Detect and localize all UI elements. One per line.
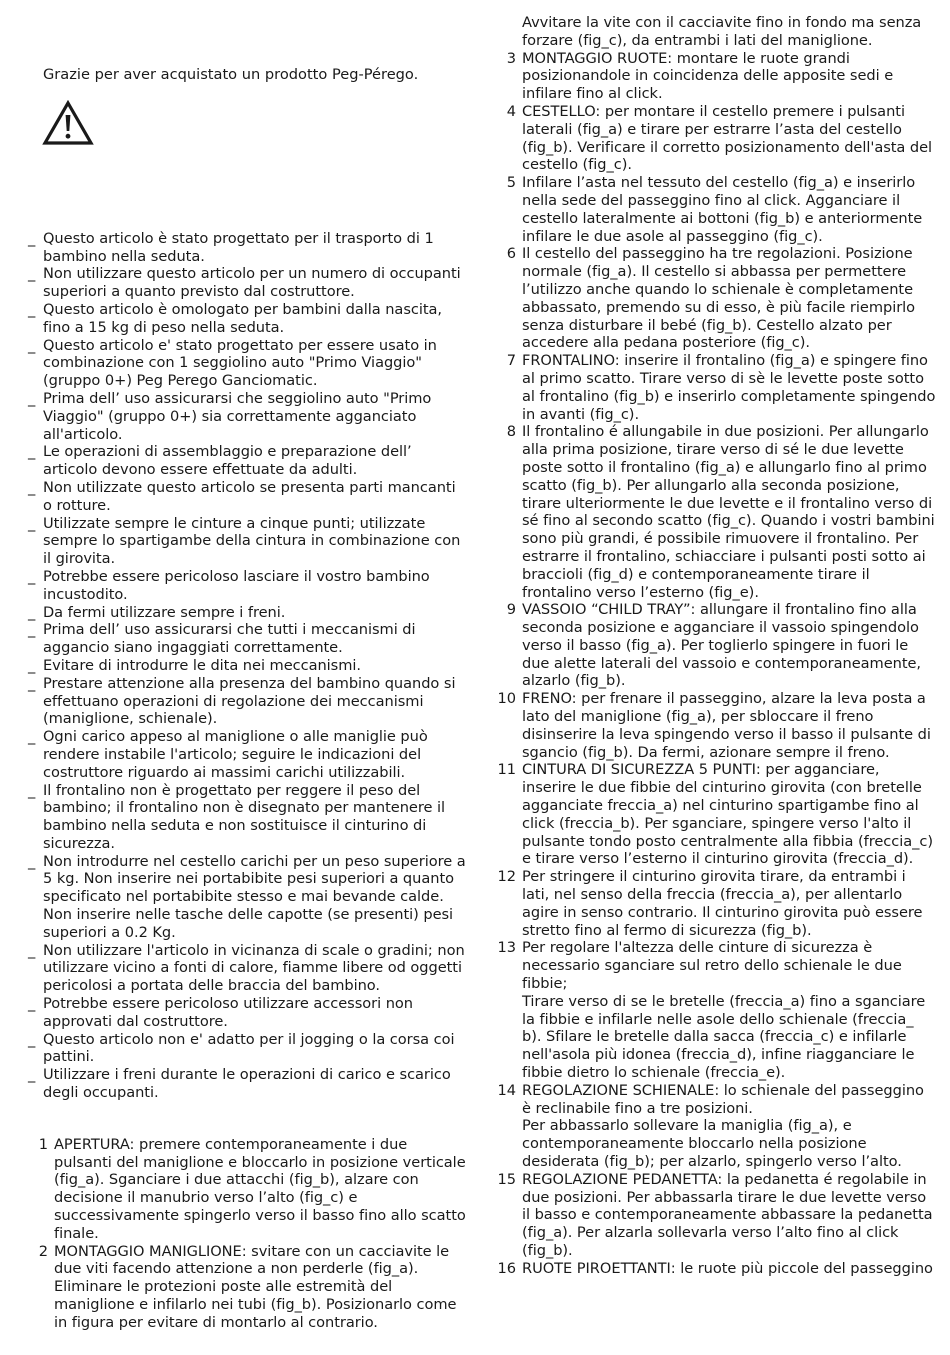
step-item: 13 Per regolare l'altezza delle cinture di sicurezza è necessario sganciare sul retro dello schienale le due fibbie; Tirare verso di se le bretelle (freccia_a) fino a sganciare la fibbie e infilarle nelle asole dello schienale (freccia_ b). Sfilare le bretelle dalla sacca (freccia_c) e infilarle nell'asola più idonea (freccia_d), infine riagganciare le fibbie dietro lo schienale (freccia_e). [497,939,926,1082]
step-item: 11 CINTURA DI SICUREZZA 5 PUNTI: per agganciare, inserire le due fibbie del cinturino girovita (con bretelle agganciate freccia_a) nel cinturino spartigambe fino al click (freccia_b). Per sganciare, spingere verso l'alto il pulsante tondo posto centralmente alla fibbia (freccia_c) e tirare verso l’esterno il cinturino girovita (freccia_d). [497,761,933,868]
warning-item: _ Prestare attenzione alla presenza del bambino quando si effettuano operazioni di regolazione dei meccanismi (maniglione, schienale). [28,674,456,728]
steps-list-left [28,1136,468,1332]
warning-item: _ Ogni carico appeso al maniglione o alle maniglie può rendere instabile l'articolo; seguire le indicazioni del costruttore riguardo ai massimi carichi utilizzabili. [28,728,428,781]
warning-item: _ Prima dell’ uso assicurarsi che tutti i meccanismi di aggancio siano ingaggiati correttamente. [28,621,416,657]
warning-item: _ Questo articolo è omologato per bambini dalla nascita, fino a 15 kg di peso nella seduta. [28,300,443,336]
step-item: 1 APERTURA: premere contemporaneamente i due pulsanti del maniglione e bloccarlo in posizione verticale (fig_a). Sganciare i due attacchi (fig_b), alzare con decisione il manubrio verso l’alto (fig_c) e successivamente spingerlo verso il basso fino allo scatto finale. [38,1135,466,1242]
warning-item: _ Prima dell’ uso assicurarsi che seggiolino auto "Primo Viaggio" (gruppo 0+) sia correttamente agganciato all'articolo. [28,389,432,443]
step-item: 8 Il frontalino é allungabile in due posizioni. Per allungarlo alla prima posizione, tirare verso di sé le due levette poste sotto il frontalino (fig_a) e allungarlo fino al primo scatto (fig_b). Per allungarlo alla seconda posizione, tirare ulteriormente le due levette e il frontalino verso di sé fino al secondo scatto (fig_c). Quando i vostri bambini sono più grandi, é possibile rimuovere il frontalino. Per estrarre il frontalino, schiacciare i pulsanti posti sotto ai braccioli (fig_d) e contemporaneamente tirare il frontalino verso l’esterno (fig_e). [506,423,935,601]
warning-item: _ Questo articolo e' stato progettato per essere usato in combinazione con 1 seggiolino auto "Primo Viaggio" (gruppo 0+) Peg Perego Ganciomatic. [28,336,437,390]
step-item: 16 RUOTE PIROETTANTI: le ruote più piccole del passeggino [497,1259,933,1277]
step-item: 3 MONTAGGIO RUOTE: montare le ruote grandi posizionandole in coincidenza delle apposite sedi e infilare fino al click. [506,49,894,103]
warning-item: _ Questo articolo non e' adatto per il jogging o la corsa coi pattini. [28,1030,455,1066]
warning-item: _ Non utilizzare l'articolo in vicinanza di scale o gradini; non utilizzare vicino a fonti di calore, fiamme libere od oggetti pericolosi a portata delle braccia del bambino. [28,941,465,995]
warning-item: _ Non introdurre nel cestello carichi per un peso superiore a 5 kg. Non inserire nei portabibite pesi superiori a quanto specificato nel portabibite stesso e mai bevande calde. Non inserire nelle tasche delle capotte (se presenti) pesi superiori a 0.2 Kg. [28,852,466,941]
step-item: 6 Il cestello del passeggino ha tre regolazioni. Posizione normale (fig_a). Il cestello si abbassa per permettere l’utilizzo anche quando lo schienale è completamente abbassato, premendo su di esso, è più facile riempirlo senza disturbare il bebé (fig_b). Cestello alzato per accedere alla pedana posteriore (fig_c). [506,245,916,352]
warning-item: _ Evitare di introdurre le dita nei meccanismi. [28,656,361,674]
step-item: 7 FRONTALINO: inserire il frontalino (fig_a) e spingere fino al primo scatto. Tirare verso di sè le levette poste sotto al frontalino (fig_b) e inserirlo completamente spingendo in avanti (fig_c). [506,352,936,423]
warning-item: _ Da fermi utilizzare sempre i freni. [28,603,286,621]
warning-triangle-icon [42,100,94,146]
warning-item: _ Il frontalino non è progettato per reggere il peso del bambino; il frontalino non è disegnato per mantenere il bambino nella seduta e non sostituisce il cinturino di sicurezza. [28,781,446,852]
right-column [496,14,936,1278]
step-item: 5 Infilare l’asta nel tessuto del cestello (fig_a) e inserirlo nella sede del passeggino fino al click. Agganciare il cestello lateralmente ai bottoni (fig_b) e anteriormente infilare le due asole al passeggino (fig_c). [506,174,923,245]
warning-item: _ Utilizzate sempre le cinture a cinque punti; utilizzate sempre lo spartigambe della cintura in combinazione con il girovita. [28,514,461,568]
step-item: 14 REGOLAZIONE SCHIENALE: lo schienale del passeggino è reclinabile fino a tre posizioni. Per abbassarlo sollevare la maniglia (fig_a), e contemporaneamente bloccarlo nella posizione desiderata (fig_b); per alzarlo, spingerlo verso l’alto. [497,1081,924,1170]
step-item: 10 FRENO: per frenare il passeggino, alzare la leva posta a lato del maniglione (fig_a), per sbloccare il freno disinserire la leva spingendo verso il basso il pulsante di sgancio (fig_b). Da fermi, azionare sempre il freno. [497,690,931,761]
step-item: 2 MONTAGGIO MANIGLIONE: svitare con un cacciavite le due viti facendo attenzione a non perderle (fig_a). Eliminare le protezioni poste alle estremità del maniglione e infilarlo nei tubi (fig_b). Posizionarlo come in figura per evitare di montarlo al contrario. [38,1242,457,1331]
warning-item: _ Potrebbe essere pericoloso utilizzare accessori non approvati dal costruttore. [28,995,413,1030]
intro-text: Grazie per aver acquistato un prodotto Peg-Pérego. [43,66,419,83]
warning-item: _ Utilizzare i freni durante le operazioni di carico e scarico degli occupanti. [28,1066,451,1102]
step-item: 15 REGOLAZIONE PEDANETTA: la pedanetta é regolabile in due posizioni. Per abbassarla tirare le due levette verso il basso e contemporaneamente abbassare la pedanetta (fig_a). Per alzarla sollevarla verso l’alto fino al click (fig_b). [497,1170,933,1259]
step-item: 4 CESTELLO: per montare il cestello premere i pulsanti laterali (fig_a) e tirare per estrarre l’asta del cestello (fig_b). Verificare il corretto posizionamento dell'asta del cestello (fig_c). [506,102,933,174]
warning-item: _ Potrebbe essere pericoloso lasciare il vostro bambino incustodito. [28,567,430,603]
warnings-list [28,230,468,1102]
step-item: 9 VASSOIO “CHILD TRAY”: allungare il frontalino fino alla seconda posizione e agganciare il vassoio spingendolo verso il basso (fig_a). Per toglierlo spingere in fuori le due alette laterali del vassoio e contemporaneamente, alzarlo (fig_b). [506,601,922,690]
steps-list-right [496,50,936,1278]
warning-item: _ Le operazioni di assemblaggio e preparazione dell’ articolo devono essere effettuate da adulti. [28,443,412,479]
warning-item: _ Non utilizzate questo articolo se presenta parti mancanti o rotture. [28,478,456,514]
warning-item: _ Questo articolo è stato progettato per il trasporto di 1 bambino nella seduta. [28,229,434,265]
left-column [28,66,468,1332]
step-item: 12 Per stringere il cinturino girovita tirare, da entrambi i lati, nel senso della freccia (freccia_a), per allentarlo agire in senso contrario. Il cinturino girovita può essere stretto fino al fermo di sicurezza (fig_b). [497,868,923,939]
warning-item: _ Non utilizzare questo articolo per un numero di occupanti superiori a quanto previsto dal costruttore. [28,265,461,301]
step-continuation: Avvitare la vite con il cacciavite fino in fondo ma senza forzare (fig_c), da entrambi i lati del maniglione. [522,14,922,49]
